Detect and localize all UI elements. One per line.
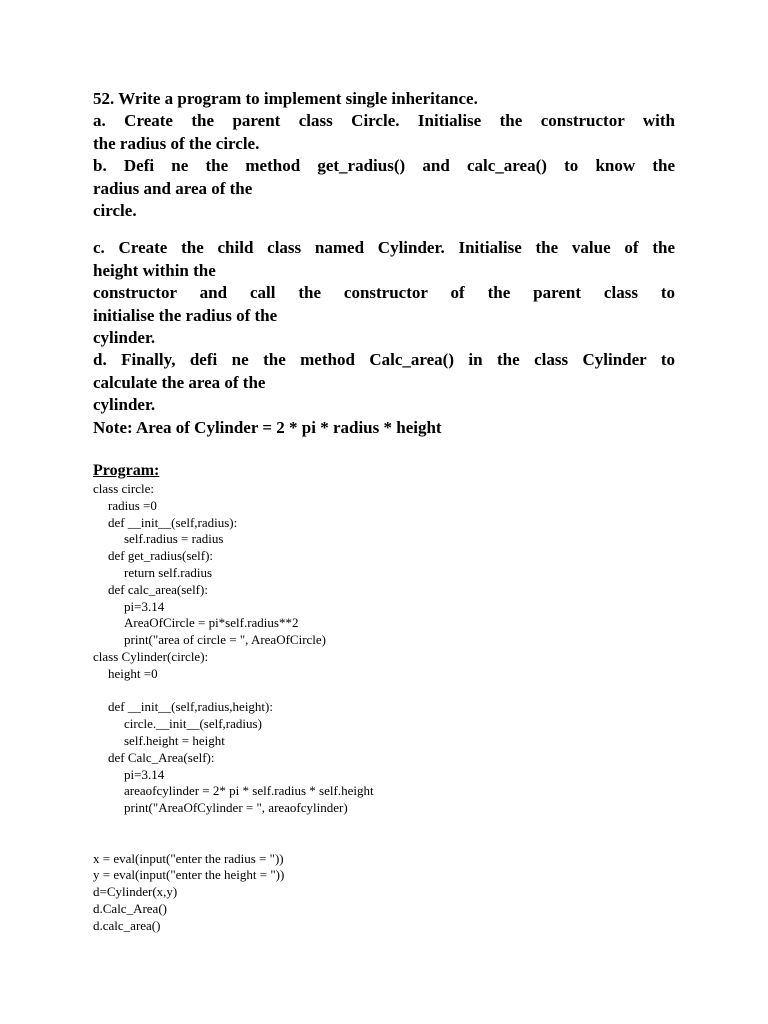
code-line: circle.__init__(self,radius) bbox=[124, 716, 262, 732]
part-c-line-3: constructor and call the constructor of the parent class to bbox=[93, 283, 675, 303]
code-line: def __init__(self,radius,height): bbox=[108, 699, 273, 715]
code-line: pi=3.14 bbox=[124, 766, 165, 782]
question-block bbox=[93, 88, 675, 439]
code-line: height =0 bbox=[108, 665, 158, 681]
part-c-line-2: height within the bbox=[93, 260, 216, 280]
part-c-line-1: c. Create the child class named Cylinder. Initialise the value of the bbox=[93, 238, 675, 258]
code-line: self.radius = radius bbox=[124, 531, 224, 547]
part-b-line-2: radius and area of the bbox=[93, 178, 253, 198]
code-blank-line bbox=[93, 817, 374, 851]
part-d-line-3: cylinder. bbox=[93, 395, 156, 415]
code-line: class circle: bbox=[93, 481, 154, 496]
code-line: radius =0 bbox=[108, 497, 157, 513]
code-line: self.height = height bbox=[124, 732, 225, 748]
question-title: 52. Write a program to implement single inheritance. bbox=[93, 89, 478, 108]
part-b-line-3: circle. bbox=[93, 201, 137, 221]
code-line: print("area of circle = ", AreaOfCircle) bbox=[124, 632, 327, 648]
part-d-line-2: calculate the area of the bbox=[93, 372, 266, 392]
paragraph-gap bbox=[93, 222, 675, 237]
part-a-line-1: a. Create the parent class Circle. Initialise the constructor with bbox=[93, 111, 675, 131]
code-line: class Cylinder(circle): bbox=[93, 648, 209, 664]
program-heading: Program: bbox=[93, 462, 160, 479]
code-line: print("AreaOfCylinder = ", areaofcylinder) bbox=[124, 800, 348, 816]
code-line: d=Cylinder(x,y) bbox=[93, 884, 178, 900]
code-line: def get_radius(self): bbox=[108, 548, 214, 564]
code-blank-line bbox=[93, 683, 374, 700]
part-c-line-4: initialise the radius of the bbox=[93, 305, 278, 325]
part-b-line-1: b. Defi ne the method get_radius() and calc_area() to know the bbox=[93, 156, 675, 176]
note-line: Note: Area of Cylinder = 2 * pi * radius * height bbox=[93, 417, 442, 437]
code-line: d.calc_area() bbox=[93, 917, 161, 933]
code-block bbox=[93, 481, 374, 935]
code-line: pi=3.14 bbox=[124, 598, 165, 614]
part-a-line-2: the radius of the circle. bbox=[93, 133, 260, 153]
code-line: AreaOfCircle = pi*self.radius**2 bbox=[124, 615, 299, 631]
part-d-line-1: d. Finally, defi ne the method Calc_area() in the class Cylinder to bbox=[93, 350, 675, 370]
code-line: x = eval(input("enter the radius = ")) bbox=[93, 850, 284, 866]
code-line: y = eval(input("enter the height = ")) bbox=[93, 867, 285, 883]
code-line: return self.radius bbox=[124, 564, 213, 580]
part-c-line-5: cylinder. bbox=[93, 328, 156, 348]
code-line: d.Calc_Area() bbox=[93, 900, 167, 916]
code-line: def calc_area(self): bbox=[108, 581, 208, 597]
code-line: def __init__(self,radius): bbox=[108, 514, 238, 530]
code-line: areaofcylinder = 2* pi * self.radius * self.height bbox=[124, 783, 374, 799]
code-line: def Calc_Area(self): bbox=[108, 749, 215, 765]
